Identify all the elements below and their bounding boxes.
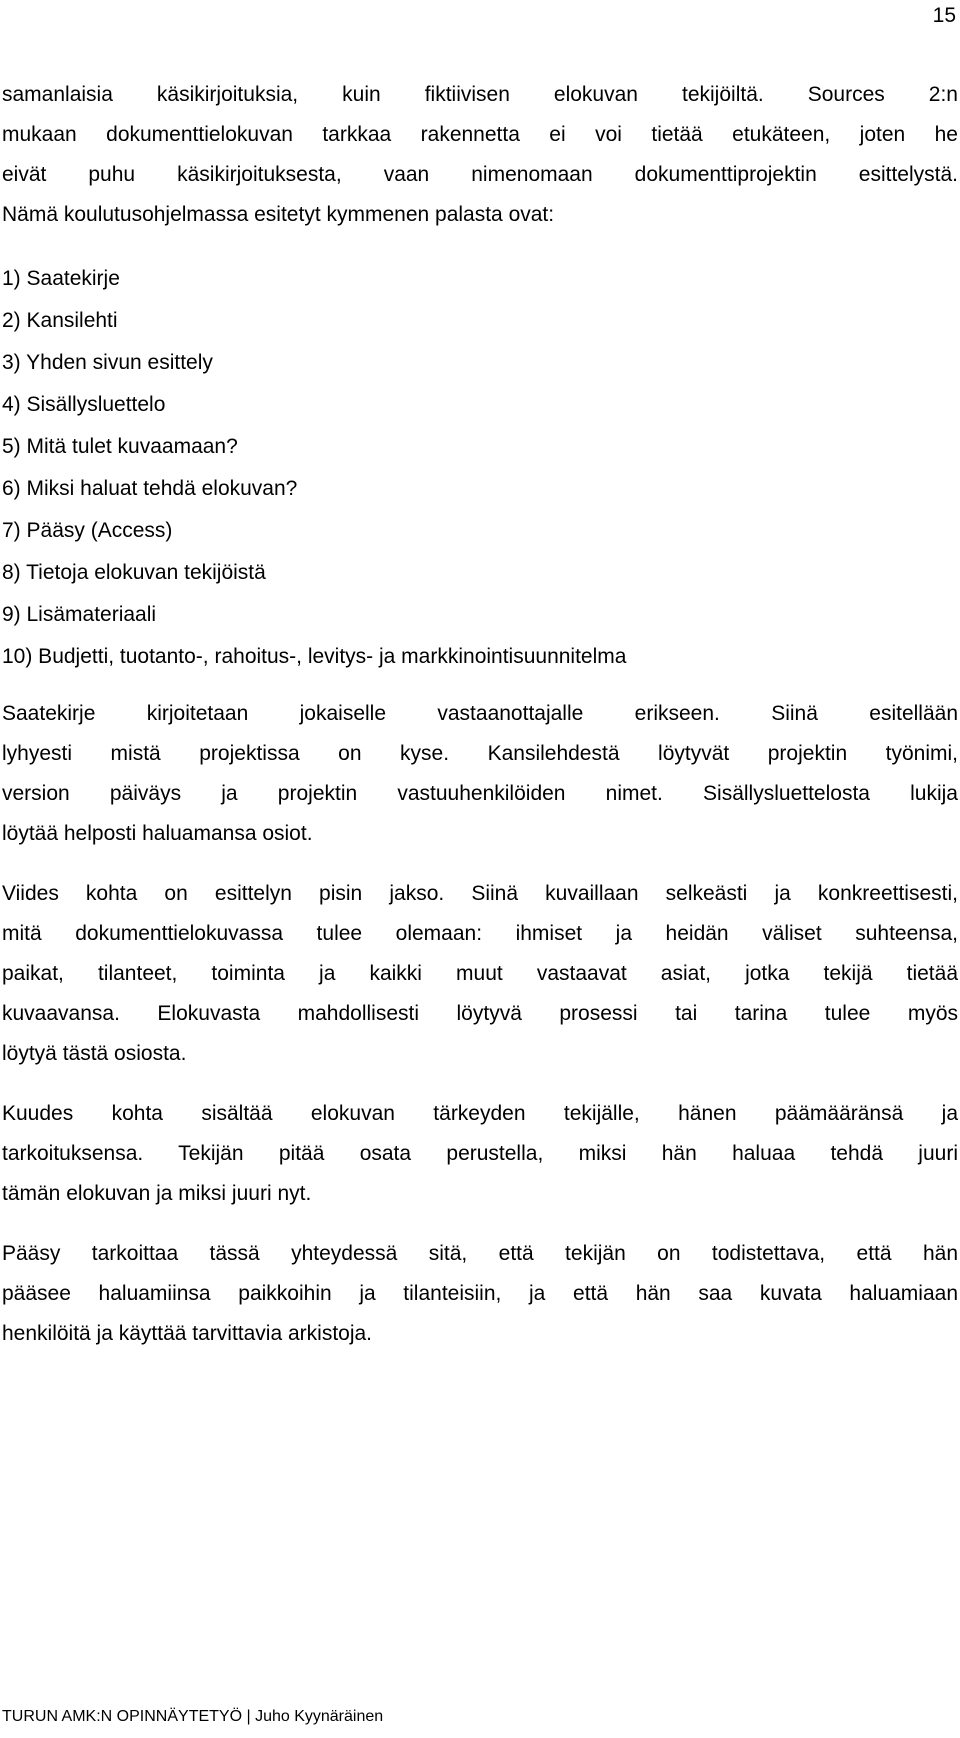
intro-paragraph <box>2 75 958 235</box>
paragraph-kuudes-kohta <box>2 1094 958 1214</box>
text-line: pääsee haluamiinsa paikkoihin ja tilanteisiin, ja että hän saa kuvata haluamiaan <box>2 1282 958 1305</box>
paragraph-saatekirje <box>2 694 958 854</box>
list-item: 1) Saatekirje <box>2 267 120 290</box>
list-item: 5) Mitä tulet kuvaamaan? <box>2 435 238 458</box>
paragraph-gap <box>2 1214 958 1234</box>
text-line: löytyä tästä osiosta. <box>2 1042 187 1065</box>
text-line: tämän elokuvan ja miksi juuri nyt. <box>2 1182 312 1205</box>
list-item: 6) Miksi haluat tehdä elokuvan? <box>2 477 298 500</box>
text-line: henkilöitä ja käyttää tarvittavia arkistoja. <box>2 1322 373 1345</box>
list-item: 8) Tietoja elokuvan tekijöistä <box>2 561 266 584</box>
text-line: Nämä koulutusohjelmassa esitetyt kymmenen palasta ovat: <box>2 203 555 226</box>
text-line: Kuudes kohta sisältää elokuvan tärkeyden tekijälle, hänen päämääränsä ja <box>2 1102 958 1125</box>
text-line: löytää helposti haluamansa osiot. <box>2 822 313 845</box>
text-line: version päiväys ja projektin vastuuhenkilöiden nimet. Sisällysluettelosta lukija <box>2 782 958 805</box>
text-line: paikat, tilanteet, toiminta ja kaikki muut vastaavat asiat, jotka tekijä tietää <box>2 962 958 985</box>
text-line: mukaan dokumenttielokuvan tarkkaa rakennetta ei voi tietää etukäteen, joten he <box>2 123 958 146</box>
text-line: mitä dokumenttielokuvassa tulee olemaan: ihmiset ja heidän väliset suhteensa, <box>2 922 958 945</box>
text-line: Viides kohta on esittelyn pisin jakso. Siinä kuvaillaan selkeästi ja konkreettisesti, <box>2 882 958 905</box>
list-item: 9) Lisämateriaali <box>2 603 157 626</box>
text-line: samanlaisia käsikirjoituksia, kuin fiktiivisen elokuvan tekijöiltä. Sources 2:n <box>2 83 958 106</box>
list-item: 4) Sisällysluettelo <box>2 393 166 416</box>
paragraph-paasy <box>2 1234 958 1354</box>
text-line: eivät puhu käsikirjoituksesta, vaan nimenomaan dokumenttiprojektin esittelystä. <box>2 163 958 186</box>
text-line: lyhyesti mistä projektissa on kyse. Kansilehdestä löytyvät projektin työnimi, <box>2 742 958 765</box>
list-item: 7) Pääsy (Access) <box>2 519 173 542</box>
page-number: 15 <box>932 4 956 27</box>
paragraph-viides-kohta <box>2 874 958 1074</box>
numbered-list <box>2 258 958 678</box>
text-line: tarkoituksensa. Tekijän pitää osata perustella, miksi hän haluaa tehdä juuri <box>2 1142 958 1165</box>
paragraph-gap <box>2 854 958 874</box>
page-footer: TURUN AMK:N OPINNÄYTETYÖ | Juho Kyynäräinen <box>2 1708 384 1725</box>
body-text <box>2 75 958 1354</box>
text-line: kuvaavansa. Elokuvasta mahdollisesti löytyvä prosessi tai tarina tulee myös <box>2 1002 958 1025</box>
paragraph-gap <box>2 1074 958 1094</box>
list-item: 2) Kansilehti <box>2 309 118 332</box>
text-line: Pääsy tarkoittaa tässä yhteydessä sitä, että tekijän on todistettava, että hän <box>2 1242 958 1265</box>
list-item: 3) Yhden sivun esittely <box>2 351 213 374</box>
list-item: 10) Budjetti, tuotanto-, rahoitus-, levitys- ja markkinointisuunnitelma <box>2 645 627 668</box>
text-line: Saatekirje kirjoitetaan jokaiselle vastaanottajalle erikseen. Siinä esitellään <box>2 702 958 725</box>
